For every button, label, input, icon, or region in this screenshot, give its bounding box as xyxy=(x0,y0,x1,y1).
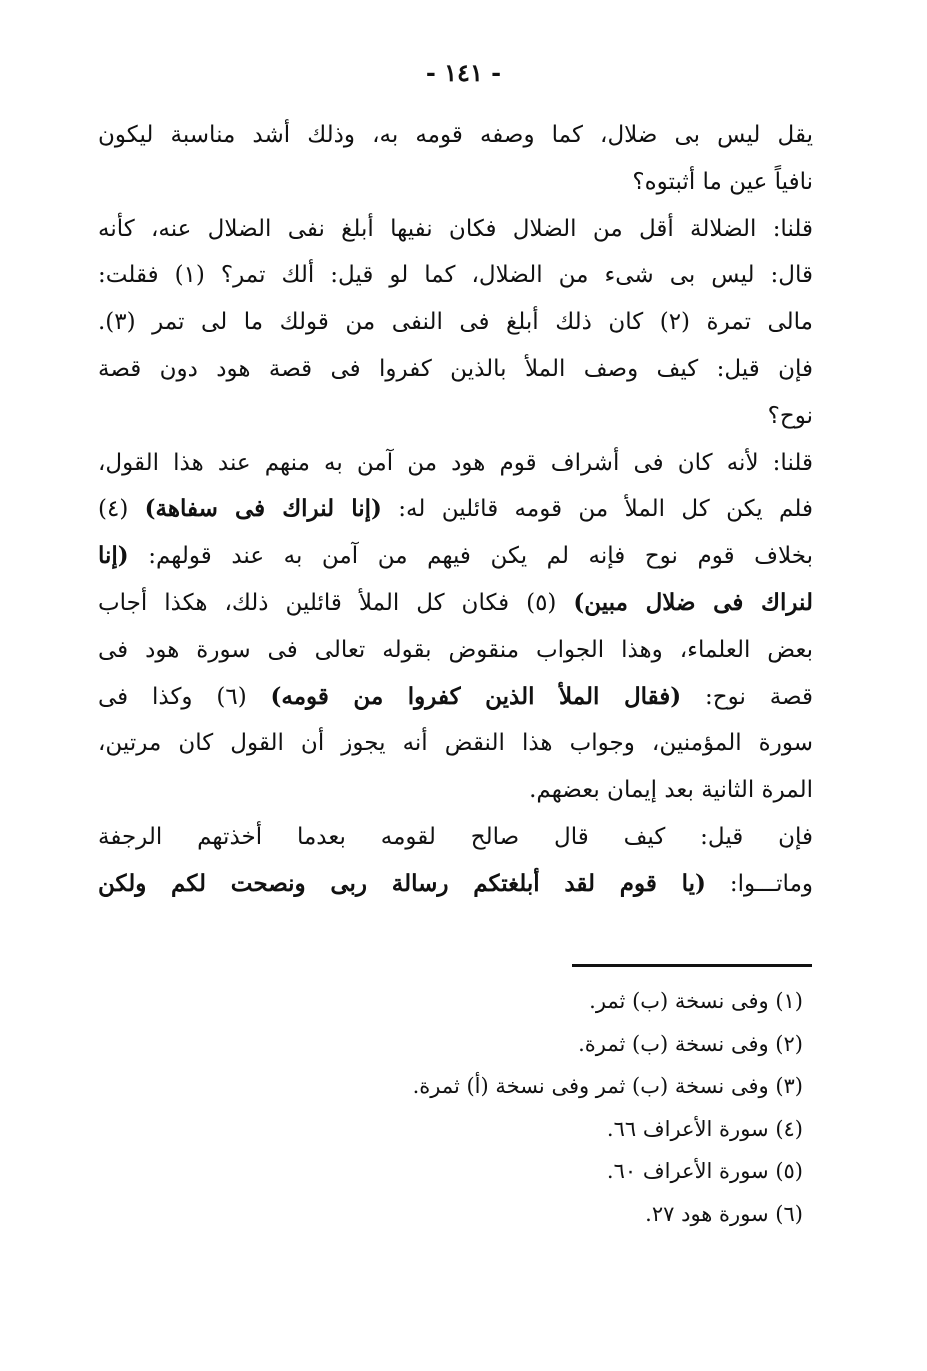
quran-quote: (إنا xyxy=(98,542,129,570)
text-line xyxy=(98,440,813,487)
text-line xyxy=(98,346,813,393)
quran-quote: (إنا لنراك فى سفاهة) xyxy=(144,495,382,523)
line-text: نوح؟ xyxy=(767,402,813,429)
body-text xyxy=(98,112,813,908)
text-line xyxy=(98,159,813,206)
text-line xyxy=(98,299,813,346)
footnote: (٣) وفى نسخة (ب) ثمر وفى نسخة (أ) ثمرة. xyxy=(412,1074,803,1099)
text-line xyxy=(98,112,813,159)
footnote: (١) وفى نسخة (ب) ثمر. xyxy=(589,989,803,1013)
footnote: (٦) سورة هود ٢٧. xyxy=(645,1201,803,1226)
text-line xyxy=(98,767,813,814)
text-line xyxy=(98,674,813,721)
text-line xyxy=(98,720,813,767)
line-text: قصة نوح: xyxy=(681,683,813,710)
footnote: (٤) سورة الأعراف ٦٦. xyxy=(606,1116,803,1141)
text-line xyxy=(98,861,813,908)
text-line xyxy=(98,814,813,861)
text-line xyxy=(98,393,813,440)
line-text: وماتـــوا: xyxy=(705,870,813,897)
line-text: سورة المؤمنين، وجواب هذا النقض أنه يجوز أن القول كان مرتين، xyxy=(98,730,813,757)
line-text: بعض العلماء، وهذا الجواب منقوض بقوله تعالى فى سورة هود فى xyxy=(98,636,813,663)
line-text: فلم يكن كل الملأ من قومه قائلين له: xyxy=(381,496,813,523)
line-text: نافياً عين ما أثبتوه؟ xyxy=(632,168,813,195)
text-line xyxy=(98,533,813,580)
text-line xyxy=(98,206,813,253)
quran-quote: (فقال الملأ الذين كفروا من قومه) xyxy=(270,682,682,710)
line-text-after: (٦) وكذا فى xyxy=(98,683,271,710)
line-text: قلنا: لأنه كان فى أشراف قوم هود من آمن به منهم عند هذا القول، xyxy=(98,449,813,476)
footnote-divider xyxy=(572,964,812,967)
footnote: (٥) سورة الأعراف ٦٠. xyxy=(606,1159,803,1184)
line-text-after: (٥) فكان كل الملأ قائلين ذلك، هكذا أجاب xyxy=(98,589,574,616)
line-text: قلنا: الضلالة أقل من الضلال فكان نفيها أبلغ نفى الضلال عنه، كأنه xyxy=(98,215,813,242)
line-text: يقل ليس بى ضلال، كما وصفه قومه به، وذلك أشد مناسبة ليكون xyxy=(98,122,813,148)
line-text: فإن قيل: كيف قال صالح لقومه بعدما أخذتهم الرجفة xyxy=(98,823,813,850)
text-line xyxy=(98,627,813,674)
line-text: المرة الثانية بعد إيمان بعضهم. xyxy=(529,777,813,804)
quran-quote: لنراك فى ضلال مبين) xyxy=(573,588,813,616)
line-text: مالى تمرة (٢) كان ذلك أبلغ فى النفى من قولك ما لى تمر (٣). xyxy=(98,309,813,336)
footnote-ref: (٤) xyxy=(98,496,145,523)
page-number: - ١٤١ - xyxy=(425,58,502,87)
text-line xyxy=(98,580,813,627)
footnote: (٢) وفى نسخة (ب) ثمرة. xyxy=(578,1031,803,1056)
text-line xyxy=(98,486,813,533)
text-line xyxy=(98,252,813,299)
quran-quote: (يا قوم لقد أبلغتكم رسالة ربى ونصحت لكم ولكن xyxy=(98,869,706,897)
footnotes xyxy=(200,980,803,1236)
line-text: فإن قيل: كيف وصف الملأ بالذين كفروا فى قصة هود دون قصة xyxy=(98,355,813,382)
line-text: قال: ليس بى شىء من الضلال، كما لو قيل: ألك تمر؟ (١) فقلت: xyxy=(98,262,813,289)
line-text: بخلاف قوم نوح فإنه لم يكن فيهم من آمن به عند قولهم: xyxy=(128,543,813,570)
